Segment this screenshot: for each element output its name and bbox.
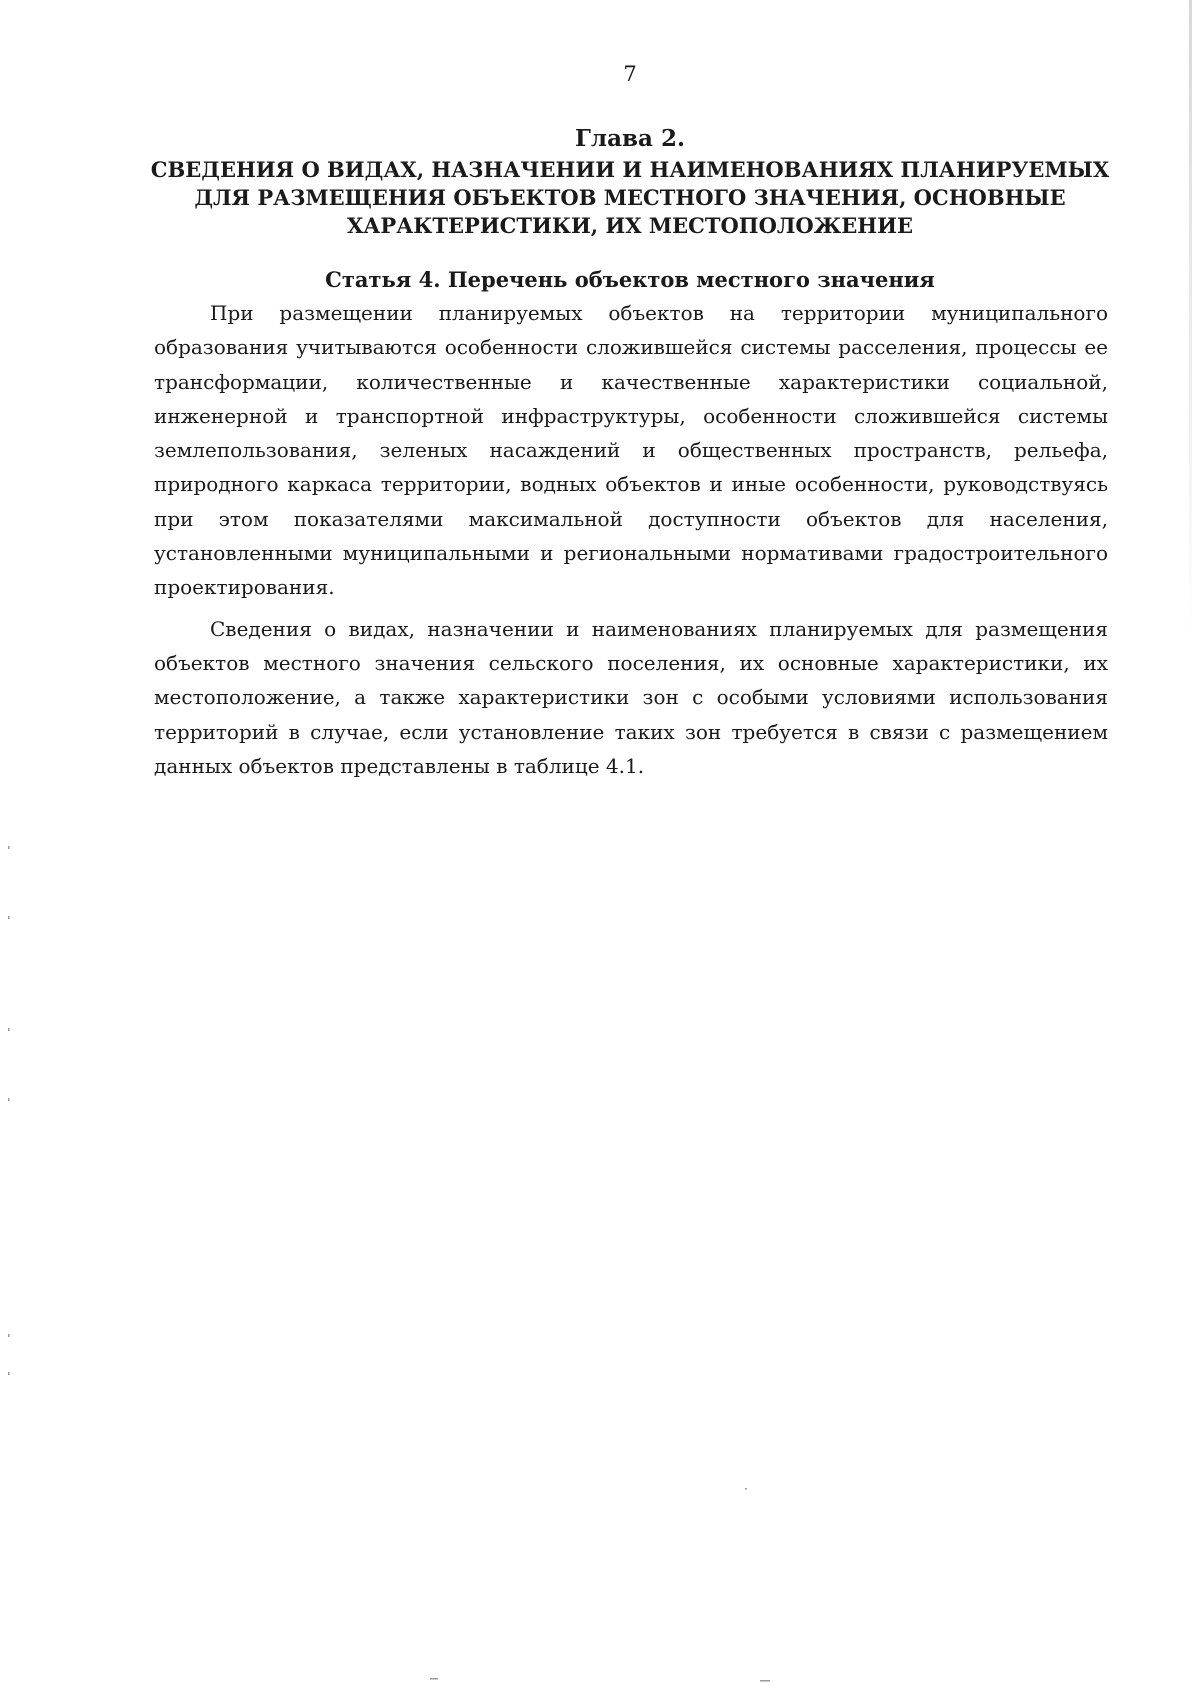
speck [8,1372,10,1375]
chapter-heading: СВЕДЕНИЯ О ВИДАХ, НАЗНАЧЕНИИ И НАИМЕНОВАНИЯХ ПЛАНИРУЕМЫХ ДЛЯ РАЗМЕЩЕНИЯ ОБЪЕКТОВ МЕСТНОГО ЗНАЧЕНИЯ, ОСНОВНЫЕ ХАРАКТЕРИСТИКИ, ИХ МЕСТОПОЛОЖЕНИЕ [150,157,1110,238]
scan-edge-shadow [1189,0,1192,640]
body-text [154,296,1108,790]
chapter-title: Глава 2. [575,125,685,152]
chapter-header [150,124,1110,240]
speck [760,1680,770,1682]
speck [8,846,10,849]
speck [745,1488,747,1490]
speck [8,1028,10,1031]
speck [8,1334,10,1337]
speck [430,1678,438,1680]
page-number: 7 [623,62,637,86]
paragraph: При размещении планируемых объектов на территории муниципального образования учитываются особенности сложившейся системы расселения, процессы ее трансформации, количественные и качественные характеристики социальной, инженерной и транспортной инфраструктуры, особенности сложившейся системы землепользования, зеленых насаждений и общественных пространств, рельефа, природного каркаса территории, водных объектов и иные особенности, руководствуясь при этом показателями максимальной доступности объектов для населения, установленными муниципальными и региональными нормативами градостроительного проектирования. [154,301,1108,600]
paragraph: Сведения о видах, назначении и наименованиях планируемых для размещения объектов местного значения сельского поселения, их основные характеристики, их местоположение, а также характеристики зон с особыми условиями использования территорий в случае, если установление таких зон требуется в связи с размещением данных объектов представлены в таблице 4.1. [154,616,1108,778]
article-title: Статья 4. Перечень объектов местного значения [325,267,935,292]
speck [8,916,10,919]
speck [8,1098,10,1101]
